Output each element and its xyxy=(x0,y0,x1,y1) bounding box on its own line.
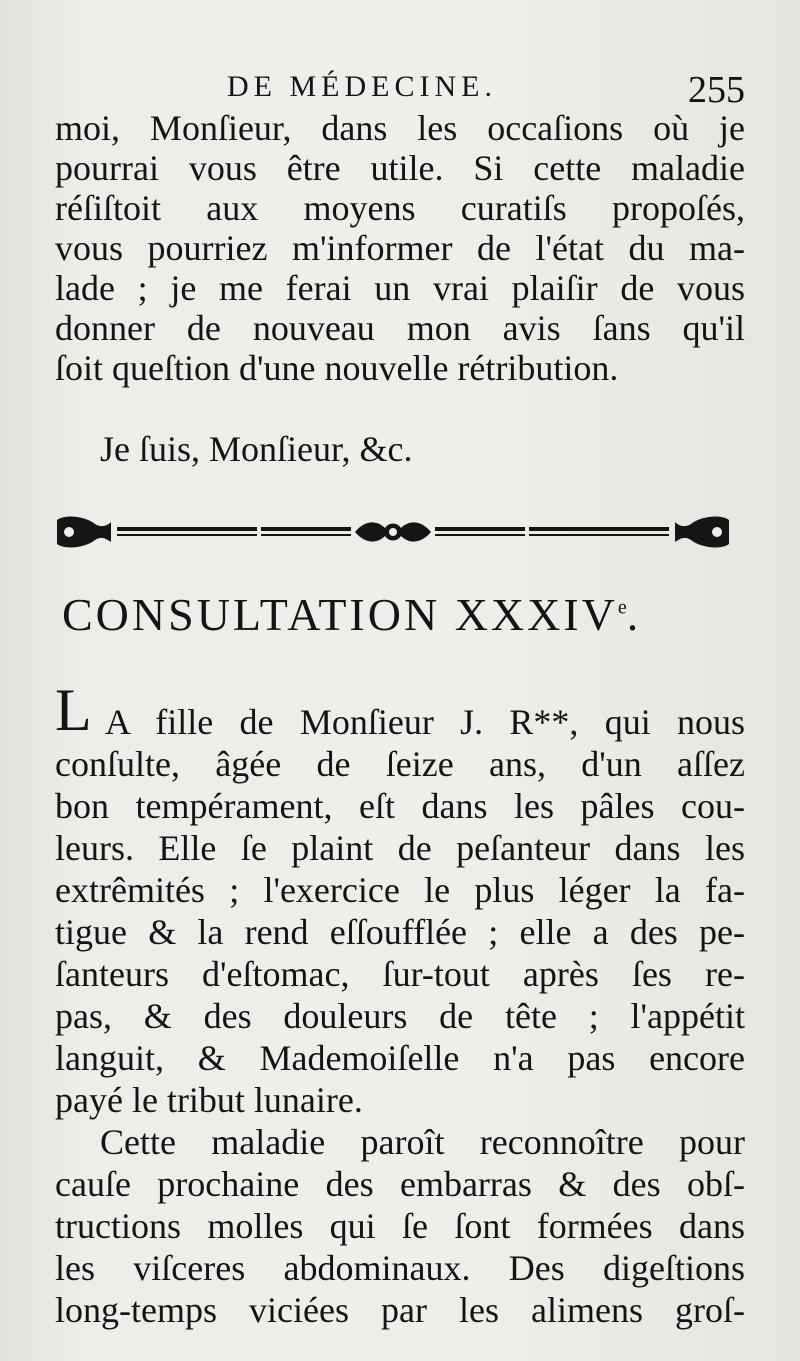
text-line: les viſceres abdominaux. Des digeſtions xyxy=(55,1248,745,1288)
text-line: A fille de Monſieur J. R**, qui nous xyxy=(105,702,745,742)
text-line: ſanteurs d'eſtomac, ſur-tout après ſes re- xyxy=(55,954,745,994)
text-line: lade ; je me ferai un vrai plaiſir de vous xyxy=(55,268,745,308)
text-line: cauſe prochaine des embarras & des obſ- xyxy=(55,1164,745,1204)
text-line: vous pourriez m'informer de l'état du ma- xyxy=(55,228,745,268)
text-line: tigue & la rend eſſoufflée ; elle a des pe- xyxy=(55,912,745,952)
text-line: long-temps viciées par les alimens groſ- xyxy=(55,1290,745,1330)
ornamental-divider xyxy=(55,512,731,552)
text-line: leurs. Elle ſe plaint de peſanteur dans les xyxy=(55,828,745,868)
text-line: Cette maladie paroît reconnoître pour xyxy=(100,1122,745,1162)
consultation-title-text: CONSULTATION XXXIV xyxy=(62,589,618,640)
text-line: donner de nouveau mon avis ſans qu'il xyxy=(55,308,745,348)
running-head: DE MÉDECINE. xyxy=(227,70,497,103)
text-line: extrêmités ; l'exercice le plus léger la fa- xyxy=(55,870,745,910)
consultation-title xyxy=(62,588,738,641)
text-line: conſulte, âgée de ſeize ans, d'un aſſez xyxy=(55,744,745,784)
text-line: payé le tribut lunaire. xyxy=(55,1080,363,1120)
page-number: 255 xyxy=(688,69,745,111)
title-period: . xyxy=(626,589,642,640)
text-line: bon tempérament, eſt dans les pâles cou- xyxy=(55,786,745,826)
page-header xyxy=(215,62,745,112)
text-line: pourrai vous être utile. Si cette maladie xyxy=(55,148,745,188)
text-line: tructions molles qui ſe ſont formées dans xyxy=(55,1206,745,1246)
text-line: languit, & Mademoiſelle n'a pas encore xyxy=(55,1038,745,1078)
text-line: ſoit queſtion d'une nouvelle rétribution. xyxy=(55,348,619,388)
ordinal-suffix: e xyxy=(617,596,627,619)
text-line: réſiſtoit aux moyens curatiſs propoſés, xyxy=(55,188,745,228)
letter-closing: Je ſuis, Monſieur, &c. xyxy=(100,429,413,469)
text-line: pas, & des douleurs de tête ; l'appétit xyxy=(55,996,745,1036)
drop-cap: L xyxy=(55,677,92,743)
text-line: moi, Monſieur, dans les occaſions où je xyxy=(55,108,745,148)
